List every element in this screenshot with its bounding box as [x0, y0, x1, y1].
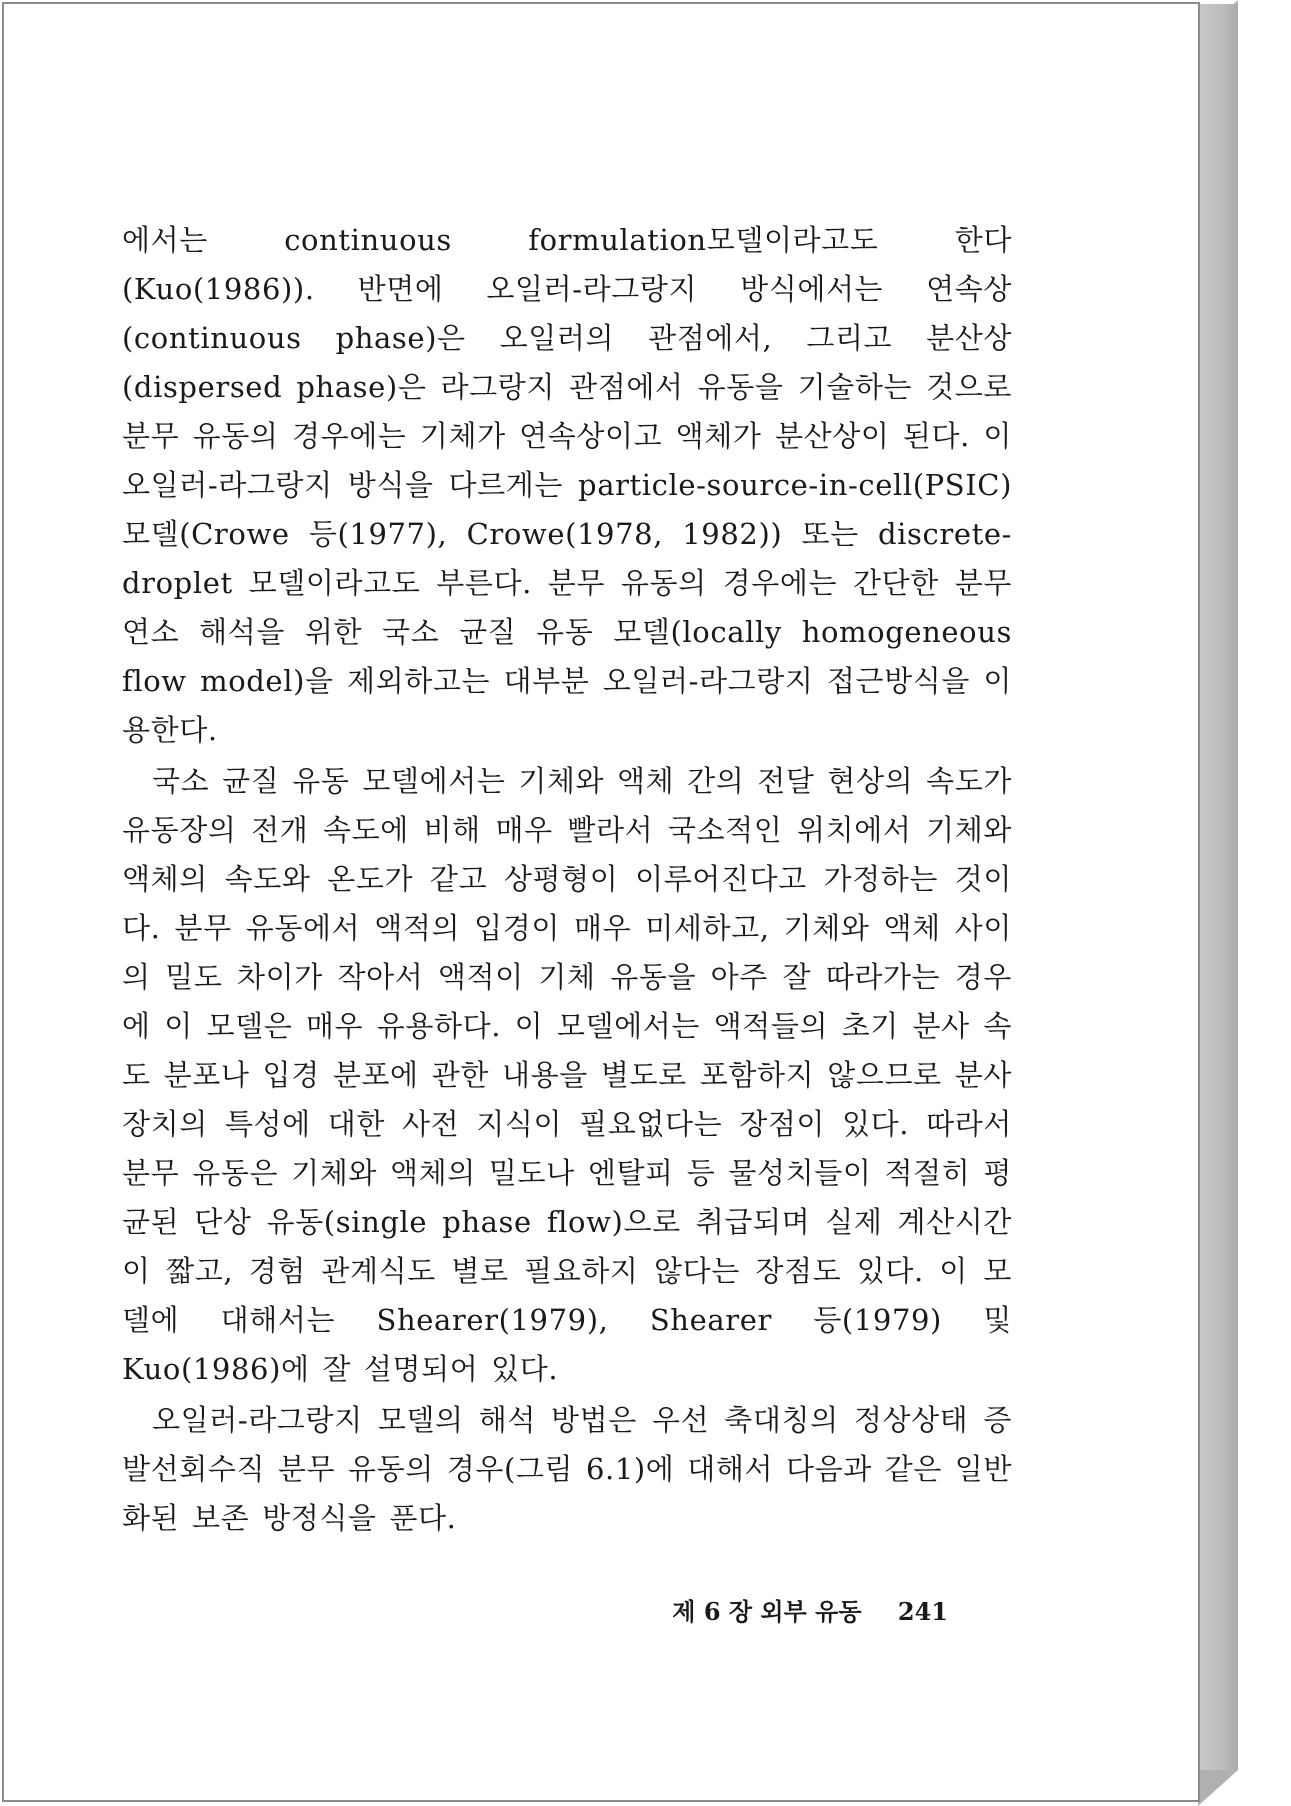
- paragraph-3: 오일러-라그랑지 모델의 해석 방법은 우선 축대칭의 정상상태 증발선회수직 분무 유동의 경우(그림 6.1)에 대해서 다음과 같은 일반화된 보존 방정식을 푼다.: [122, 1403, 1012, 1535]
- book-page: [2, 2, 1200, 1802]
- page-footer: [672, 1592, 948, 1627]
- page-number: 241: [897, 1597, 948, 1626]
- paragraph-2: 국소 균질 유동 모델에서는 기체와 액체 간의 전달 현상의 속도가 유동장의 전개 속도에 비해 매우 빨라서 국소적인 위치에서 기체와 액체의 속도와 온도가 같고 상평형이 이루어진다고 가정하는 것이다. 분무 유동에서 액적의 입경이 매우 미세하고, 기체와 액체 사이의 밀도 차이가 작아서 액적이 기체 유동을 아주 잘 따라가는 경우에 이 모델은 매우 유용하다. 이 모델에서는 액적들의 초기 분사 속도 분포나 입경 분포에 관한 내용을 별도로 포함하지 않으므로 분사장치의 특성에 대한 사전 지식이 필요없다는 장점이 있다. 따라서 분무 유동은 기체와 액체의 밀도나 엔탈피 등 물성치들이 적절히 평균된 단상 유동(single phase flow)으로 취급되며 실제 계산시간이 짧고, 경험 관계식도 별로 필요하지 않다는 장점도 있다. 이 모델에 대해서는 Shearer(1979), Shearer 등(1979) 및 Kuo(1986)에 잘 설명되어 있다.: [122, 764, 1012, 1386]
- page-stack-bottom-edge: [1198, 1770, 1238, 1806]
- body-text: [122, 216, 1012, 1543]
- page-stack-edge: [1198, 4, 1238, 1802]
- running-footer-chapter: 제 6 장 외부 유동: [672, 1597, 862, 1626]
- paragraph-1: 에서는 continuous formulation모델이라고도 한다(Kuo(1986)). 반면에 오일러-라그랑지 방식에서는 연속상(continuous phase)은 오일러의 관점에서, 그리고 분산상(dispersed phase)은 라그랑지 관점에서 유동을 기술하는 것으로 분무 유동의 경우에는 기체가 연속상이고 액체가 분산상이 된다. 이 오일러-라그랑지 방식을 다르게는 particle-source-in-cell(PSIC) 모델(Crowe 등(1977), Crowe(1978, 1982)) 또는 discrete-droplet 모델이라고도 부른다. 분무 유동의 경우에는 간단한 분무연소 해석을 위한 국소 균질 유동 모델(locally homogeneous flow model)을 제외하고는 대부분 오일러-라그랑지 접근방식을 이용한다.: [122, 223, 1012, 747]
